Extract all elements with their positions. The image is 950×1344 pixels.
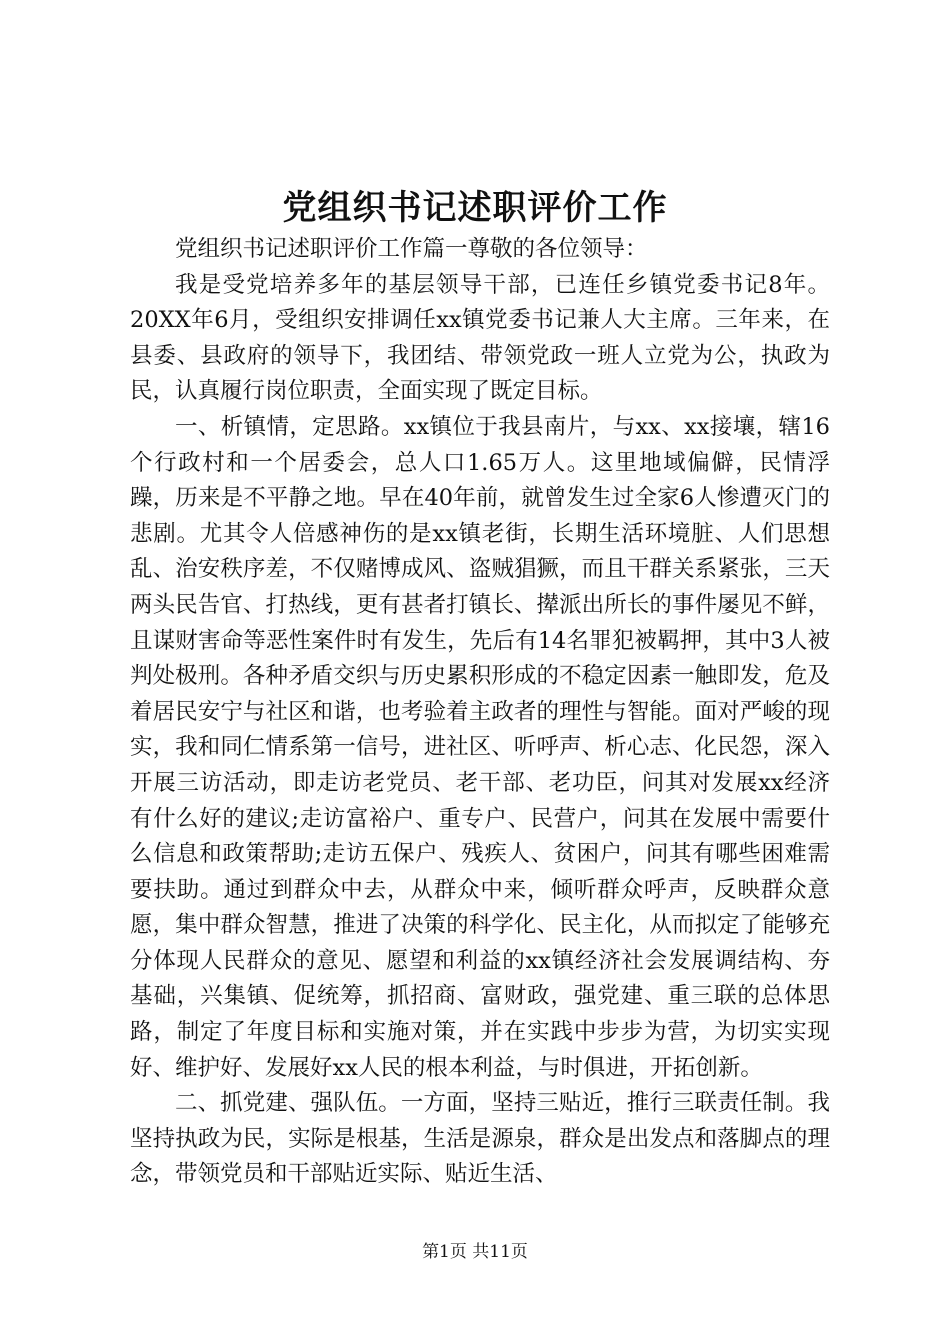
paragraph-intro: 党组织书记述职评价工作篇一尊敬的各位领导： xyxy=(175,236,648,262)
paragraph-section-two: 二、抓党建、强队伍。一方面，坚持三贴近，推行三联责任制。我坚持执政为民，实际是根基，生活是源泉，群众是出发点和落脚点的理念，带领党员和干部贴近实际、贴近生活、 xyxy=(130,1090,830,1188)
page-number-footer: 第1页 共11页 xyxy=(422,1242,528,1262)
document-body xyxy=(130,232,830,1193)
paragraph-section-one: 一、析镇情，定思路。xx镇位于我县南片，与xx、xx接壤，辖16个行政村和一个居委会，总人口1.65万人。这里地域偏僻，民情浮躁，历来是不平静之地。早在40年前，就曾发生过全家6人惨遭灭门的悲剧。尤其令人倍感神伤的是xx镇老街，长期生活环境脏、人们思想乱、治安秩序差，不仅赌博成风、盗贼猖獗，而且干群关系紧张，三天两头民告官、打热线，更有甚者打镇长、撵派出所长的事件屡见不鲜，且谋财害命等恶性案件时有发生，先后有14名罪犯被羁押，其中3人被判处极刑。各种矛盾交织与历史累积形成的不稳定因素一触即发，危及着居民安宁与社区和谐，也考验着主政者的理性与智能。面对严峻的现实，我和同仁情系第一信号，进社区、听呼声、析心志、化民怨，深入开展三访活动，即走访老党员、老干部、老功臣，问其对发展xx经济有什么好的建议;走访富裕户、重专户、民营户，问其在发展中需要什么信息和政策帮助;走访五保户、残疾人、贫困户，问其有哪些困难需要扶助。通过到群众中去，从群众中来，倾听群众呼声，反映群众意愿，集中群众智慧，推进了决策的科学化、民主化，从而拟定了能够充分体现人民群众的意见、愿望和利益的xx镇经济社会发展调结构、夯基础，兴集镇、促统筹，抓招商、富财政，强党建、重三联的总体思路，制定了年度目标和实施对策，并在实践中步步为营，为切实实现好、维护好、发展好xx人民的根本利益，与时俱进，开拓创新。 xyxy=(130,413,830,1081)
paragraph-opening: 我是受党培养多年的基层领导干部，已连任乡镇党委书记8年。20XX年6月，受组织安排调任xx镇党委书记兼人大主席。三年来，在县委、县政府的领导下，我团结、带领党政一班人立党为公，执政为民，认真履行岗位职责，全面实现了既定目标。 xyxy=(130,271,830,405)
document-title: 党组织书记述职评价工作 xyxy=(282,188,668,228)
